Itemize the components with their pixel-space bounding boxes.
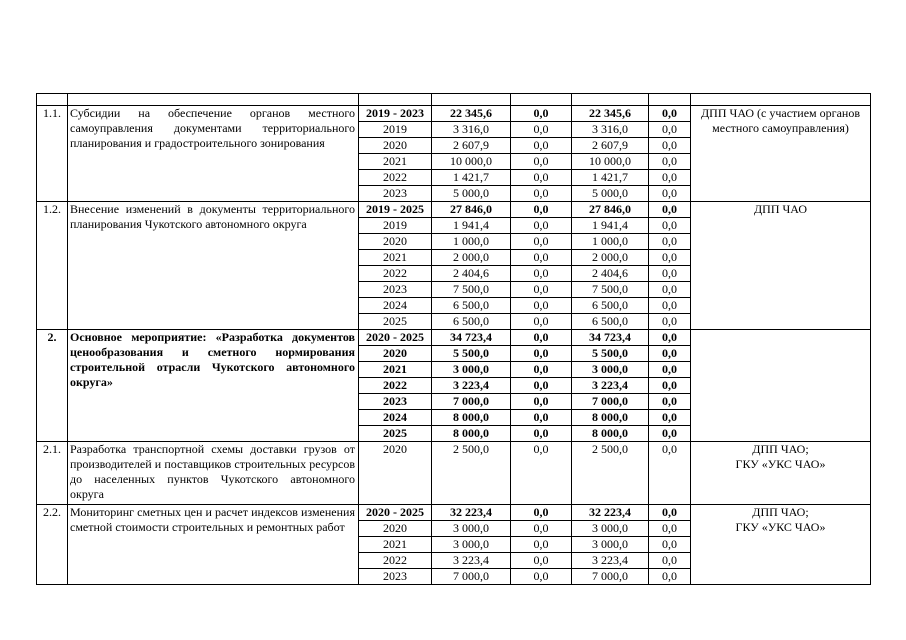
total-amount-cell: 6 500,0 xyxy=(432,298,511,314)
federal-amount-cell: 0,0 xyxy=(511,170,572,186)
header-cell xyxy=(649,94,691,106)
header-cell xyxy=(359,94,432,106)
federal-amount-cell: 0,0 xyxy=(511,410,572,426)
header-cell xyxy=(572,94,649,106)
period-cell: 2023 xyxy=(359,282,432,298)
other-amount-cell: 0,0 xyxy=(649,553,691,569)
period-cell: 2023 xyxy=(359,569,432,585)
other-amount-cell: 0,0 xyxy=(649,218,691,234)
responsible-executor: ДПП ЧАО xyxy=(691,202,871,330)
other-amount-cell: 0,0 xyxy=(649,186,691,202)
table-row xyxy=(37,106,871,122)
total-amount-cell: 2 404,6 xyxy=(432,266,511,282)
regional-amount-cell: 8 000,0 xyxy=(572,410,649,426)
regional-amount-cell: 2 000,0 xyxy=(572,250,649,266)
other-amount-cell: 0,0 xyxy=(649,362,691,378)
federal-amount-cell: 0,0 xyxy=(511,505,572,521)
total-amount-cell: 3 000,0 xyxy=(432,521,511,537)
federal-amount-cell: 0,0 xyxy=(511,553,572,569)
other-amount-cell: 0,0 xyxy=(649,537,691,553)
regional-amount-cell: 5 000,0 xyxy=(572,186,649,202)
other-amount-cell: 0,0 xyxy=(649,346,691,362)
regional-amount-cell: 7 000,0 xyxy=(572,394,649,410)
period-cell: 2020 xyxy=(359,234,432,250)
period-cell: 2022 xyxy=(359,266,432,282)
total-amount-cell: 3 223,4 xyxy=(432,553,511,569)
regional-amount-cell: 32 223,4 xyxy=(572,505,649,521)
other-amount-cell: 0,0 xyxy=(649,410,691,426)
table-header-row xyxy=(37,94,871,106)
regional-amount-cell: 3 000,0 xyxy=(572,537,649,553)
regional-amount-cell: 1 941,4 xyxy=(572,218,649,234)
responsible-executor: ДПП ЧАО; ГКУ «УКС ЧАО» xyxy=(691,442,871,505)
item-description: Субсидии на обеспечение органов местного самоуправления документами территориального планирования и градостроительного зонирования xyxy=(68,106,359,202)
other-amount-cell: 0,0 xyxy=(649,250,691,266)
header-cell xyxy=(691,94,871,106)
other-amount-cell: 0,0 xyxy=(649,234,691,250)
period-cell: 2025 xyxy=(359,426,432,442)
period-cell: 2023 xyxy=(359,186,432,202)
total-amount-cell: 2 500,0 xyxy=(432,442,511,505)
period-cell: 2020 - 2025 xyxy=(359,330,432,346)
total-amount-cell: 3 316,0 xyxy=(432,122,511,138)
total-amount-cell: 3 000,0 xyxy=(432,537,511,553)
federal-amount-cell: 0,0 xyxy=(511,234,572,250)
item-number: 2.1. xyxy=(37,442,68,505)
table-row xyxy=(37,330,871,346)
total-amount-cell: 10 000,0 xyxy=(432,154,511,170)
total-amount-cell: 2 000,0 xyxy=(432,250,511,266)
regional-amount-cell: 5 500,0 xyxy=(572,346,649,362)
total-amount-cell: 7 000,0 xyxy=(432,394,511,410)
total-amount-cell: 32 223,4 xyxy=(432,505,511,521)
period-cell: 2022 xyxy=(359,553,432,569)
regional-amount-cell: 10 000,0 xyxy=(572,154,649,170)
federal-amount-cell: 0,0 xyxy=(511,569,572,585)
federal-amount-cell: 0,0 xyxy=(511,394,572,410)
period-cell: 2021 xyxy=(359,154,432,170)
header-cell xyxy=(37,94,68,106)
total-amount-cell: 22 345,6 xyxy=(432,106,511,122)
federal-amount-cell: 0,0 xyxy=(511,346,572,362)
federal-amount-cell: 0,0 xyxy=(511,154,572,170)
other-amount-cell: 0,0 xyxy=(649,154,691,170)
regional-amount-cell: 2 404,6 xyxy=(572,266,649,282)
item-description: Внесение изменений в документы территориального планирования Чукотского автономного округа xyxy=(68,202,359,330)
other-amount-cell: 0,0 xyxy=(649,521,691,537)
total-amount-cell: 27 846,0 xyxy=(432,202,511,218)
other-amount-cell: 0,0 xyxy=(649,282,691,298)
total-amount-cell: 7 000,0 xyxy=(432,569,511,585)
period-cell: 2024 xyxy=(359,410,432,426)
period-cell: 2022 xyxy=(359,378,432,394)
regional-amount-cell: 3 000,0 xyxy=(572,521,649,537)
regional-amount-cell: 7 500,0 xyxy=(572,282,649,298)
total-amount-cell: 3 223,4 xyxy=(432,378,511,394)
regional-amount-cell: 6 500,0 xyxy=(572,314,649,330)
federal-amount-cell: 0,0 xyxy=(511,122,572,138)
other-amount-cell: 0,0 xyxy=(649,202,691,218)
period-cell: 2020 xyxy=(359,442,432,505)
period-cell: 2020 xyxy=(359,521,432,537)
federal-amount-cell: 0,0 xyxy=(511,250,572,266)
federal-amount-cell: 0,0 xyxy=(511,298,572,314)
total-amount-cell: 1 000,0 xyxy=(432,234,511,250)
item-number: 1.1. xyxy=(37,106,68,202)
total-amount-cell: 6 500,0 xyxy=(432,314,511,330)
total-amount-cell: 8 000,0 xyxy=(432,410,511,426)
period-cell: 2023 xyxy=(359,394,432,410)
regional-amount-cell: 3 223,4 xyxy=(572,553,649,569)
regional-amount-cell: 3 316,0 xyxy=(572,122,649,138)
item-number: 1.2. xyxy=(37,202,68,330)
federal-amount-cell: 0,0 xyxy=(511,426,572,442)
item-number: 2.2. xyxy=(37,505,68,585)
period-cell: 2025 xyxy=(359,314,432,330)
period-cell: 2019 - 2023 xyxy=(359,106,432,122)
total-amount-cell: 3 000,0 xyxy=(432,362,511,378)
total-amount-cell: 1 421,7 xyxy=(432,170,511,186)
federal-amount-cell: 0,0 xyxy=(511,537,572,553)
total-amount-cell: 1 941,4 xyxy=(432,218,511,234)
period-cell: 2021 xyxy=(359,250,432,266)
period-cell: 2019 xyxy=(359,122,432,138)
total-amount-cell: 5 000,0 xyxy=(432,186,511,202)
other-amount-cell: 0,0 xyxy=(649,426,691,442)
responsible-executor: ДПП ЧАО (с участием органов местного самоуправления) xyxy=(691,106,871,202)
federal-amount-cell: 0,0 xyxy=(511,442,572,505)
federal-amount-cell: 0,0 xyxy=(511,330,572,346)
table-row xyxy=(37,442,871,505)
other-amount-cell: 0,0 xyxy=(649,314,691,330)
responsible-executor: ДПП ЧАО; ГКУ «УКС ЧАО» xyxy=(691,505,871,585)
other-amount-cell: 0,0 xyxy=(649,394,691,410)
total-amount-cell: 8 000,0 xyxy=(432,426,511,442)
period-cell: 2024 xyxy=(359,298,432,314)
federal-amount-cell: 0,0 xyxy=(511,106,572,122)
period-cell: 2021 xyxy=(359,537,432,553)
federal-amount-cell: 0,0 xyxy=(511,218,572,234)
regional-amount-cell: 2 607,9 xyxy=(572,138,649,154)
federal-amount-cell: 0,0 xyxy=(511,362,572,378)
other-amount-cell: 0,0 xyxy=(649,106,691,122)
period-cell: 2020 xyxy=(359,346,432,362)
federal-amount-cell: 0,0 xyxy=(511,266,572,282)
total-amount-cell: 2 607,9 xyxy=(432,138,511,154)
other-amount-cell: 0,0 xyxy=(649,442,691,505)
federal-amount-cell: 0,0 xyxy=(511,314,572,330)
federal-amount-cell: 0,0 xyxy=(511,521,572,537)
header-cell xyxy=(432,94,511,106)
regional-amount-cell: 3 223,4 xyxy=(572,378,649,394)
period-cell: 2019 xyxy=(359,218,432,234)
item-description: Основное мероприятие: «Разработка документов ценообразования и сметного нормирования строительной отрасли Чукотского автономного округа» xyxy=(68,330,359,442)
other-amount-cell: 0,0 xyxy=(649,170,691,186)
federal-amount-cell: 0,0 xyxy=(511,378,572,394)
regional-amount-cell: 27 846,0 xyxy=(572,202,649,218)
other-amount-cell: 0,0 xyxy=(649,330,691,346)
other-amount-cell: 0,0 xyxy=(649,569,691,585)
total-amount-cell: 34 723,4 xyxy=(432,330,511,346)
program-activities-table xyxy=(36,93,871,585)
other-amount-cell: 0,0 xyxy=(649,505,691,521)
total-amount-cell: 7 500,0 xyxy=(432,282,511,298)
federal-amount-cell: 0,0 xyxy=(511,202,572,218)
other-amount-cell: 0,0 xyxy=(649,266,691,282)
regional-amount-cell: 6 500,0 xyxy=(572,298,649,314)
period-cell: 2022 xyxy=(359,170,432,186)
period-cell: 2020 xyxy=(359,138,432,154)
federal-amount-cell: 0,0 xyxy=(511,282,572,298)
table-row xyxy=(37,202,871,218)
responsible-executor xyxy=(691,330,871,442)
period-cell: 2019 - 2025 xyxy=(359,202,432,218)
regional-amount-cell: 2 500,0 xyxy=(572,442,649,505)
period-cell: 2021 xyxy=(359,362,432,378)
other-amount-cell: 0,0 xyxy=(649,138,691,154)
regional-amount-cell: 1 421,7 xyxy=(572,170,649,186)
period-cell: 2020 - 2025 xyxy=(359,505,432,521)
other-amount-cell: 0,0 xyxy=(649,298,691,314)
header-cell xyxy=(68,94,359,106)
header-cell xyxy=(511,94,572,106)
regional-amount-cell: 3 000,0 xyxy=(572,362,649,378)
other-amount-cell: 0,0 xyxy=(649,122,691,138)
regional-amount-cell: 7 000,0 xyxy=(572,569,649,585)
total-amount-cell: 5 500,0 xyxy=(432,346,511,362)
regional-amount-cell: 8 000,0 xyxy=(572,426,649,442)
item-description: Разработка транспортной схемы доставки грузов от производителей и поставщиков строительных ресурсов до населенных пунктов Чукотского автономного округа xyxy=(68,442,359,505)
item-description: Мониторинг сметных цен и расчет индексов изменения сметной стоимости строительных и ремонтных работ xyxy=(68,505,359,585)
federal-amount-cell: 0,0 xyxy=(511,138,572,154)
other-amount-cell: 0,0 xyxy=(649,378,691,394)
regional-amount-cell: 22 345,6 xyxy=(572,106,649,122)
regional-amount-cell: 34 723,4 xyxy=(572,330,649,346)
table-row xyxy=(37,505,871,521)
federal-amount-cell: 0,0 xyxy=(511,186,572,202)
item-number: 2. xyxy=(37,330,68,442)
regional-amount-cell: 1 000,0 xyxy=(572,234,649,250)
